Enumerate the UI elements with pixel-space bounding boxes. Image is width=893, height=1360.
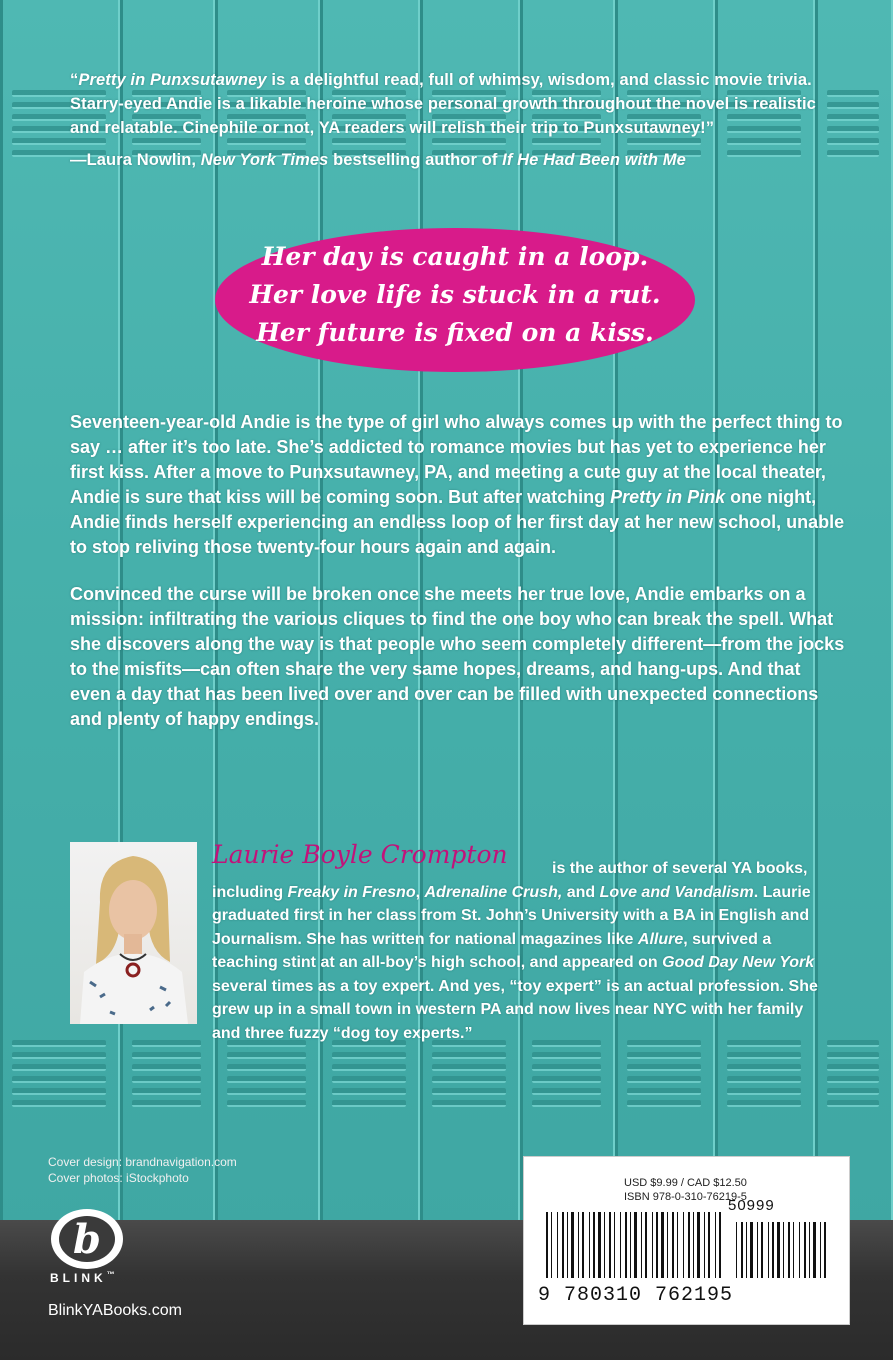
barcode-bar [557, 1212, 558, 1278]
locker-vent [827, 126, 879, 133]
barcode-bar [697, 1212, 700, 1278]
cover-photo-credit: Cover photos: iStockphoto [48, 1171, 189, 1185]
barcode-bar [598, 1212, 601, 1278]
barcode-addon-bar [809, 1222, 810, 1278]
barcode-addon-bar [799, 1222, 800, 1278]
locker-vent [532, 1076, 601, 1083]
locker-vent [532, 1100, 601, 1107]
locker-vent [627, 1088, 701, 1095]
locker-vent [827, 1088, 879, 1095]
author-name: Laurie Boyle Crompton [212, 840, 508, 869]
locker-vent [132, 1064, 201, 1071]
locker-vent [727, 1052, 801, 1059]
locker-vent [332, 1100, 406, 1107]
barcode-bar [634, 1212, 637, 1278]
locker-vent [132, 1076, 201, 1083]
barcode-addon-bar [824, 1222, 826, 1278]
locker-vent [227, 1088, 306, 1095]
barcode-bar [688, 1212, 690, 1278]
book-description [70, 410, 845, 754]
locker-vent [532, 1052, 601, 1059]
barcode-addon-bar [768, 1222, 769, 1278]
locker-vent [727, 1088, 801, 1095]
barcode-bar [656, 1212, 658, 1278]
logo-letter: b [73, 1216, 101, 1263]
locker-vent [532, 1064, 601, 1071]
barcode-panel [523, 1156, 850, 1325]
locker-vent [627, 1100, 701, 1107]
tagline-line-2: Her love life is stuck in a rut. [249, 280, 661, 309]
barcode-addon-bar [736, 1222, 737, 1278]
author-photo [70, 842, 197, 1024]
endorsement-quote [70, 68, 830, 172]
barcode-addon-bar [746, 1222, 747, 1278]
barcode-addon-bar [813, 1222, 816, 1278]
locker-vent [132, 1100, 201, 1107]
barcode-bar [589, 1212, 590, 1278]
description-paragraph-2: Convinced the curse will be broken once she meets her true love, Andie embarks on a mission: infiltrating the various cliques to find the one boy who can break the spell. What she discovers along the way is that people who seem completely different—from the jocks to the misfits—can often share the very same hopes, dreams, and hang-ups. And that even a day that has been lived over and over can be filled with unexpected connections and plenty of happy endings. [70, 584, 845, 729]
barcode-bar [708, 1212, 710, 1278]
author-bio: is the author of several YA books, including Freaky in Fresno, Adrenaline Crush, and Love and Vandalism. Laurie graduated first in her class from St. John’s University with a BA in English and Journalism. She has written for national magazines like Allure, survived a teaching stint at an all-boy’s high school, and appeared on Good Day New York several times as a toy expert. And yes, “toy expert” is an actual profession. She grew up in a small town in western PA and now lives near NYC with her family and three fuzzy “dog toy experts.” [212, 860, 818, 1042]
barcode-bar [715, 1212, 716, 1278]
locker-vent [727, 1076, 801, 1083]
locker-vent [432, 1076, 506, 1083]
barcode-bar [719, 1212, 721, 1278]
barcode-addon-bar [757, 1222, 758, 1278]
locker-vent [227, 1076, 306, 1083]
locker-vent [132, 1088, 201, 1095]
locker-vent [727, 1100, 801, 1107]
locker-vent [827, 1076, 879, 1083]
barcode-bar [667, 1212, 668, 1278]
locker-vent [332, 1052, 406, 1059]
locker-vent [332, 1064, 406, 1071]
barcode-bar [677, 1212, 678, 1278]
barcode-bar [652, 1212, 653, 1278]
barcode-bar [672, 1212, 674, 1278]
locker-vent [727, 1064, 801, 1071]
locker-vent [827, 138, 879, 145]
locker-vent [332, 1088, 406, 1095]
barcode-bars [546, 1212, 836, 1284]
barcode-addon-bar [741, 1222, 743, 1278]
publisher-website: BlinkYABooks.com [48, 1302, 182, 1319]
barcode-bar [630, 1212, 631, 1278]
tagline [215, 238, 695, 352]
locker-vent [532, 1088, 601, 1095]
barcode-bar [641, 1212, 642, 1278]
barcode-bar [614, 1212, 615, 1278]
barcode-bar [693, 1212, 694, 1278]
barcode-bar [704, 1212, 705, 1278]
barcode-addon-bar [793, 1222, 794, 1278]
barcode-bar [604, 1212, 605, 1278]
locker-vent [432, 1064, 506, 1071]
barcode-bar [551, 1212, 552, 1278]
locker-vent [227, 1052, 306, 1059]
locker-vent [12, 1088, 106, 1095]
tagline-line-3: Her future is fixed on a kiss. [256, 318, 654, 347]
cover-design-credit: Cover design: brandnavigation.com [48, 1155, 237, 1169]
author-portrait-illustration [70, 842, 197, 1024]
barcode-bar [661, 1212, 664, 1278]
barcode-addon-bar [777, 1222, 780, 1278]
barcode-addon-bar [820, 1222, 821, 1278]
locker-vent [827, 1040, 879, 1047]
locker-vent [827, 90, 879, 97]
locker-vent [12, 1040, 106, 1047]
locker-vent [227, 1100, 306, 1107]
locker-vent [227, 1064, 306, 1071]
barcode-bar [645, 1212, 647, 1278]
locker-vent [827, 1052, 879, 1059]
barcode-addon-bar [788, 1222, 790, 1278]
barcode-bar [609, 1212, 611, 1278]
barcode-bar [562, 1212, 564, 1278]
barcode-bar [625, 1212, 627, 1278]
locker-vent [827, 102, 879, 109]
locker-vent [132, 1040, 201, 1047]
barcode-addon-bar [750, 1222, 753, 1278]
locker-vent [627, 1076, 701, 1083]
publisher-name: BLINK™ [50, 1270, 115, 1285]
quote-text: is a delightful read, full of whimsy, wisdom, and classic movie trivia. Starry-eyed Andie is a likable heroine whose personal growth throughout the novel is realistic and relatable. Cinephile or not, YA readers will relish their trip to Punxsutawney!” [70, 71, 816, 137]
locker-vent [827, 1064, 879, 1071]
cover-credits [48, 1154, 237, 1186]
locker-vent [432, 1052, 506, 1059]
barcode-addon-digits: 50999 [728, 1197, 775, 1214]
locker-vent [432, 1100, 506, 1107]
locker-vent [627, 1052, 701, 1059]
locker-vent [827, 1100, 879, 1107]
locker-vent [332, 1076, 406, 1083]
barcode-bar [683, 1212, 684, 1278]
barcode-digits: 9 780310 762195 [538, 1284, 734, 1307]
locker-vent [132, 1052, 201, 1059]
locker-vent [12, 1076, 106, 1083]
locker-vent [827, 114, 879, 121]
barcode-addon-bar [761, 1222, 763, 1278]
isbn-label: ISBN 978-0-310-76219-5 [624, 1191, 747, 1203]
locker-vent [12, 1064, 106, 1071]
tagline-line-1: Her day is caught in a loop. [261, 242, 649, 271]
barcode-bar [578, 1212, 579, 1278]
description-paragraph-1: Seventeen-year-old Andie is the type of girl who always comes up with the perfect thing to say … after it’s too late. She’s addicted to romance movies but has yet to experience her first kiss. After a move to Punxsutawney, PA, and meeting a cute guy at the local theater, Andie is sure that kiss will be coming soon. But after watching Pretty in Pink one night, Andie finds herself experiencing an endless loop of her first day at her new school, unable to stop reliving those twenty-four hours again and again. [70, 412, 845, 557]
barcode-addon-bar [804, 1222, 806, 1278]
quote-attribution: —Laura Nowlin, New York Times bestselling author of If He Had Been with Me [70, 151, 686, 169]
barcode-addon-bar [772, 1222, 774, 1278]
barcode-bar [582, 1212, 584, 1278]
barcode-bar [571, 1212, 574, 1278]
locker-vent [827, 150, 879, 157]
barcode-bar [593, 1212, 595, 1278]
locker-vent [12, 1100, 106, 1107]
quote-book-title: Pretty in Punxsutawney [78, 71, 267, 89]
price-label: USD $9.99 / CAD $12.50 [624, 1177, 747, 1189]
barcode-bar [567, 1212, 568, 1278]
barcode-addon-bar [783, 1222, 784, 1278]
open-quote: “ [70, 71, 79, 89]
barcode-bar [546, 1212, 548, 1278]
locker-vent [12, 1052, 106, 1059]
locker-vent [432, 1088, 506, 1095]
locker-vent [627, 1064, 701, 1071]
barcode-bar [620, 1212, 621, 1278]
